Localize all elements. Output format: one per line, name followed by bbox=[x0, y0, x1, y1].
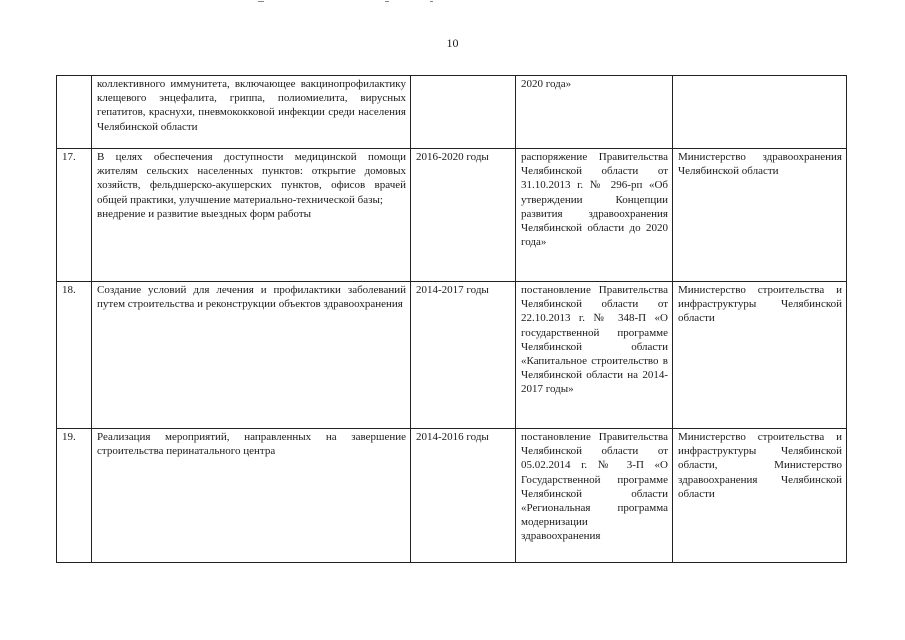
measure-description: коллективного иммунитета, включающее вакцинопрофилактику клещевого энцефалита, гриппа, полиомиелита, вирусных гепатитов, краснухи, пневмококковой инфекции среди населения Челябинской области bbox=[92, 76, 411, 149]
responsible-executor bbox=[673, 76, 847, 149]
row-number: 17. bbox=[57, 149, 92, 282]
implementation-period: 2016-2020 годы bbox=[411, 149, 516, 282]
legal-document: распоряжение Правительства Челябинской области от 31.10.2013 г. № 296-рп «Об утверждении Концепции развития здравоохранения Челябинской области до 2020 года» bbox=[516, 149, 673, 282]
table-row bbox=[57, 282, 847, 429]
table-row bbox=[57, 76, 847, 149]
row-number: 18. bbox=[57, 282, 92, 429]
scan-edge-artifacts bbox=[0, 0, 905, 4]
table-row bbox=[57, 149, 847, 282]
table-row bbox=[57, 429, 847, 563]
measures-table bbox=[56, 75, 847, 563]
row-number: 19. bbox=[57, 429, 92, 563]
legal-document: постановление Правительства Челябинской области от 05.02.2014 г. № 3-П «О Государственной программе Челябинской области «Региональная программа модернизации здравоохранения bbox=[516, 429, 673, 563]
legal-document: постановление Правительства Челябинской области от 22.10.2013 г. № 348-П «О государственной программе Челябинской области «Капитальное строительство в Челябинской области на 2014-2017 годы» bbox=[516, 282, 673, 429]
measure-description: Реализация мероприятий, направленных на завершение строительства перинатального центра bbox=[92, 429, 411, 563]
implementation-period bbox=[411, 76, 516, 149]
measure-description: Создание условий для лечения и профилактики заболеваний путем строительства и реконструкции объектов здравоохранения bbox=[92, 282, 411, 429]
row-number bbox=[57, 76, 92, 149]
legal-document: 2020 года» bbox=[516, 76, 673, 149]
responsible-executor: Министерство здравоохранения Челябинской области bbox=[673, 149, 847, 282]
page-number: 10 bbox=[446, 36, 459, 50]
implementation-period: 2014-2017 годы bbox=[411, 282, 516, 429]
responsible-executor: Министерство строительства и инфраструктуры Челябинской области, Министерство здравоохранения Челябинской области bbox=[673, 429, 847, 563]
measure-description: В целях обеспечения доступности медицинской помощи жителям сельских населенных пунктов: открытие домовых хозяйств, фельдшерско-акушерских пунктов, офисов врачей общей практики, улучшение материально-технической базы; внедрение и развитие выездных форм работы bbox=[92, 149, 411, 282]
responsible-executor: Министерство строительства и инфраструктуры Челябинской области bbox=[673, 282, 847, 429]
implementation-period: 2014-2016 годы bbox=[411, 429, 516, 563]
